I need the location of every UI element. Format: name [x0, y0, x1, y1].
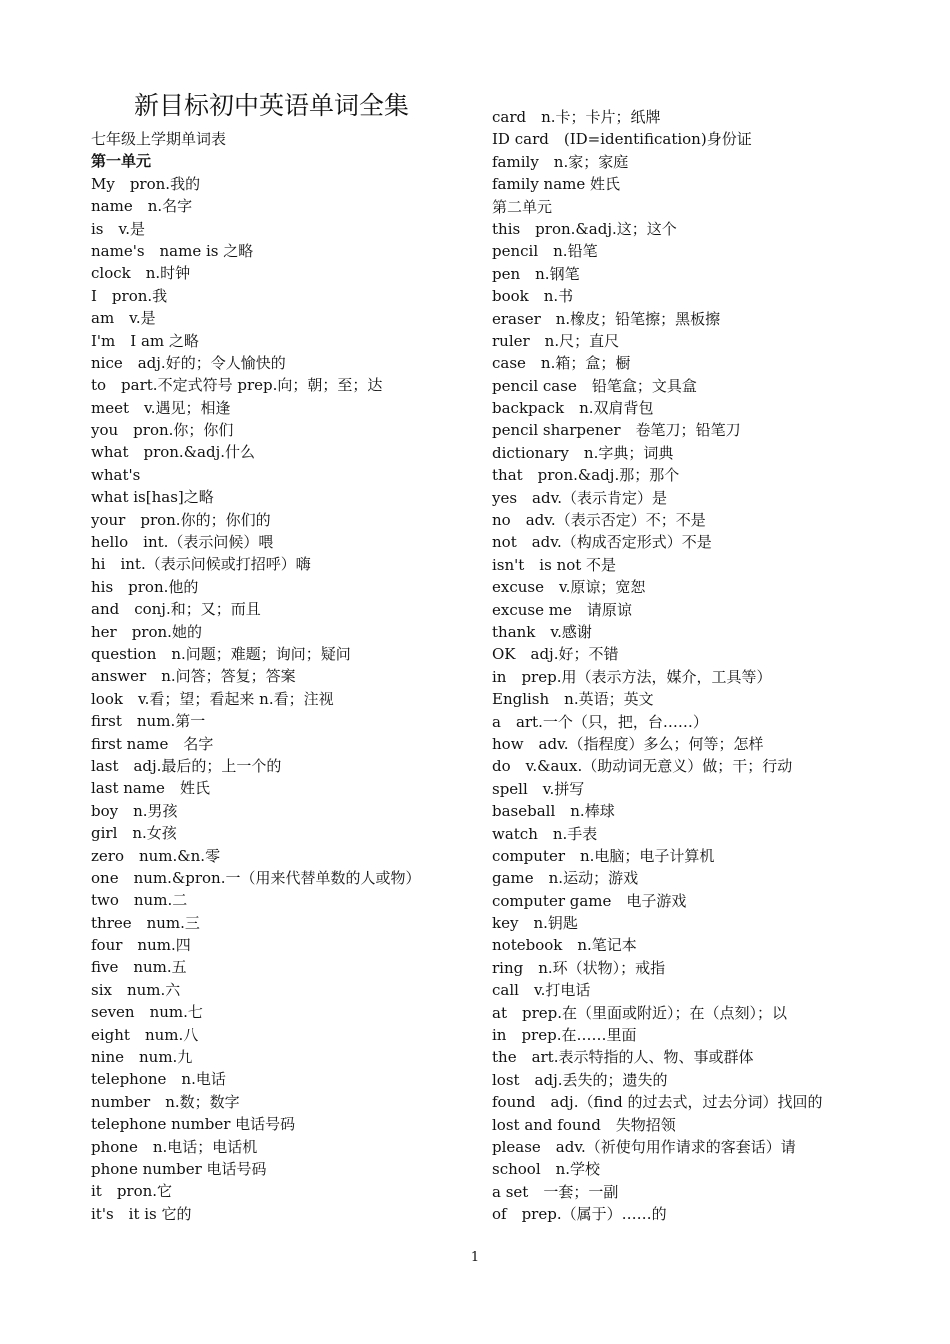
- vocab-entry: phone number 电话号码: [91, 1159, 267, 1178]
- vocab-entry: computer game 电子游戏: [492, 891, 687, 910]
- vocab-entry: what is[has]之略: [91, 488, 214, 507]
- vocab-entry: excuse v.原谅；宽恕: [492, 578, 646, 597]
- vocab-entry: English n.英语；英文: [492, 690, 654, 709]
- vocab-entry: game n.运动；游戏: [492, 869, 639, 888]
- vocab-entry: is v.是: [91, 219, 145, 238]
- vocab-entry: ring n.环（状物）；戒指: [492, 958, 666, 977]
- vocab-entry: meet v.遇见；相逢: [91, 398, 231, 417]
- vocab-entry: last adj.最后的；上一个的: [91, 756, 282, 775]
- vocab-entry: his pron.他的: [91, 577, 199, 596]
- vocab-entry: I'm I am 之略: [91, 331, 199, 350]
- left-column: [91, 128, 420, 1225]
- vocab-entry: five num.五: [91, 958, 187, 977]
- vocab-entry: boy n.男孩: [91, 801, 178, 820]
- vocab-entry: spell v.拼写: [492, 779, 585, 798]
- vocab-entry: baseball n.棒球: [492, 802, 615, 821]
- vocab-entry: last name 姓氏: [91, 779, 210, 798]
- vocab-entry: this pron.&adj.这；这个: [492, 219, 677, 238]
- vocab-entry: four num.四: [91, 936, 191, 955]
- vocab-entry: book n.书: [492, 287, 574, 306]
- vocab-entry: 七年级上学期单词表: [91, 130, 227, 148]
- vocab-entry: number n.数；数字: [91, 1092, 240, 1111]
- vocab-entry: lost and found 失物招领: [492, 1115, 676, 1134]
- vocab-entry: one num.&pron.一（用来代替单数的人或物）: [91, 868, 421, 887]
- vocab-entry: My pron.我的: [91, 174, 201, 193]
- vocab-entry: how adv.（指程度）多么；何等；怎样: [492, 734, 764, 753]
- document-title: 新目标初中英语单词全集: [134, 91, 410, 120]
- vocab-entry: pencil sharpener 卷笔刀；铅笔刀: [492, 421, 741, 440]
- vocab-entry: question n.问题；难题；询问；疑问: [91, 644, 351, 663]
- vocab-entry: answer n.问答；答复；答案: [91, 667, 296, 686]
- page-number: 1: [470, 1250, 480, 1265]
- vocab-entry: what pron.&adj.什么: [91, 443, 256, 462]
- vocab-entry: six num.六: [91, 980, 181, 999]
- right-column: [492, 106, 823, 1226]
- vocab-entry: a art.一个（只，把，台……）: [492, 712, 708, 731]
- vocab-entry: excuse me 请原谅: [492, 600, 632, 619]
- vocab-entry: computer n.电脑；电子计算机: [492, 846, 715, 865]
- vocab-entry: watch n.手表: [492, 824, 598, 843]
- vocab-entry: yes adv.（表示肯定）是: [492, 488, 668, 507]
- vocab-entry: dictionary n.字典；词典: [492, 443, 674, 462]
- vocab-entry: first name 名字: [91, 734, 214, 753]
- vocab-entry: you pron.你；你们: [91, 421, 234, 440]
- vocab-entry: and conj.和；又；而且: [91, 600, 261, 619]
- vocab-entry: name's name is 之略: [91, 241, 254, 260]
- vocab-entry: girl n.女孩: [91, 824, 177, 843]
- vocab-entry: in prep.在……里面: [492, 1026, 637, 1045]
- vocab-entry: a set 一套；一副: [492, 1182, 619, 1201]
- vocab-entry: name n.名字: [91, 197, 193, 216]
- vocab-entry: nine num.九: [91, 1048, 193, 1067]
- vocab-entry: two num.二: [91, 891, 188, 910]
- vocab-entry: pencil n.铅笔: [492, 242, 598, 261]
- vocab-entry: card n.卡；卡片；纸牌: [492, 108, 661, 126]
- vocab-entry: OK adj.好；不错: [492, 645, 619, 664]
- vocab-entry: call v.打电话: [492, 981, 591, 1000]
- vocab-entry: ID card (ID=identification)身份证: [492, 130, 752, 149]
- vocab-entry: to part.不定式符号 prep.向；朝；至；达: [91, 376, 383, 395]
- vocab-entry: zero num.&n.零: [91, 846, 221, 865]
- vocab-entry: case n.箱；盒；橱: [492, 354, 631, 373]
- vocab-entry: her pron.她的: [91, 622, 202, 641]
- vocab-entry: family n.家；家庭: [492, 152, 629, 171]
- vocab-entry: the art.表示特指的人、物、事或群体: [492, 1048, 754, 1067]
- vocab-entry: hi int.（表示问候或打招呼）嗨: [91, 555, 311, 574]
- vocab-entry: backpack n.双肩背包: [492, 399, 654, 418]
- vocab-entry: I pron.我: [91, 286, 168, 305]
- vocab-entry: eight num.八: [91, 1025, 199, 1044]
- vocab-entry: it's it is 它的: [91, 1204, 192, 1223]
- vocab-entry: isn't is not 不是: [492, 555, 617, 574]
- vocab-entry: am v.是: [91, 309, 156, 328]
- vocab-entry: telephone number 电话号码: [91, 1115, 296, 1134]
- vocab-entry: what's: [91, 465, 141, 484]
- vocab-entry: in prep.用（表示方法，媒介，工具等）: [492, 667, 772, 686]
- vocab-entry: thank v.感谢: [492, 622, 592, 641]
- vocab-entry: it pron.它: [91, 1182, 173, 1201]
- section-heading: 第一单元: [91, 152, 152, 171]
- vocab-entry: 第二单元: [492, 197, 553, 216]
- vocab-entry: at prep.在（里面或附近）；在（点刻）；以: [492, 1003, 787, 1022]
- vocab-entry: seven num.七: [91, 1003, 203, 1022]
- vocab-entry: please adv.（祈使句用作请求的客套话）请: [492, 1137, 796, 1156]
- vocab-entry: first num.第一: [91, 712, 206, 731]
- vocab-entry: that pron.&adj.那；那个: [492, 466, 680, 485]
- vocab-entry: telephone n.电话: [91, 1070, 226, 1089]
- vocab-entry: of prep.（属于）……的: [492, 1205, 667, 1224]
- vocab-entry: key n.钥匙: [492, 914, 578, 933]
- vocab-entry: pen n.钢笔: [492, 264, 580, 283]
- vocab-entry: do v.&aux.（助动词无意义）做；干；行动: [492, 757, 793, 776]
- vocab-entry: not adv.（构成否定形式）不是: [492, 533, 712, 552]
- vocab-entry: phone n.电话；电话机: [91, 1137, 258, 1156]
- vocab-entry: look v.看；望；看起来 n.看；注视: [91, 689, 334, 708]
- vocab-entry: school n.学校: [492, 1160, 601, 1179]
- vocab-entry: your pron.你的；你们的: [91, 510, 271, 529]
- vocab-entry: nice adj.好的；令人愉快的: [91, 353, 286, 372]
- vocab-entry: hello int.（表示问候）喂: [91, 533, 274, 552]
- vocab-entry: ruler n.尺；直尺: [492, 331, 620, 350]
- vocab-entry: family name 姓氏: [492, 175, 621, 194]
- vocab-entry: three num.三: [91, 913, 200, 932]
- vocab-entry: eraser n.橡皮；铅笔擦；黑板擦: [492, 309, 721, 328]
- vocab-entry: notebook n.笔记本: [492, 936, 637, 955]
- vocab-entry: lost adj.丢失的；遗失的: [492, 1070, 668, 1089]
- vocab-entry: found adj.（find 的过去式，过去分词）找回的: [492, 1093, 823, 1112]
- vocab-entry: no adv.（表示否定）不；不是: [492, 511, 706, 530]
- vocab-entry: clock n.时钟: [91, 264, 191, 283]
- vocab-entry: pencil case 铅笔盒；文具盒: [492, 376, 697, 395]
